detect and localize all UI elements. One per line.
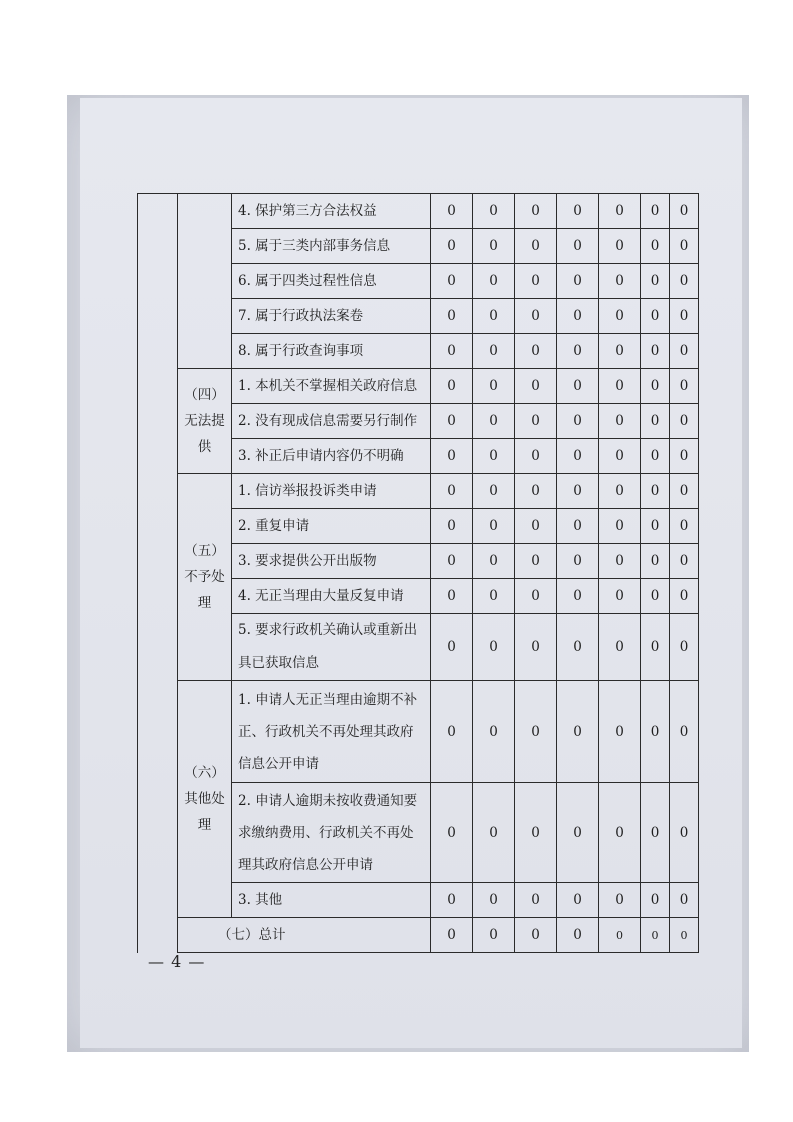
value-cell: 0 [515,474,557,509]
row-label: 1. 信访举报投诉类申请 [232,474,431,509]
total-label: （七）总计 [178,918,431,953]
value-cell: 0 [670,544,699,579]
group-title-line: （四） [184,387,225,403]
group-title-six [178,681,232,918]
value-cell: 0 [641,194,670,229]
value-cell: 0 [431,299,473,334]
value-cell: 0 [515,334,557,369]
value-cell: 0 [473,334,515,369]
value-cell: 0 [515,264,557,299]
value-cell: 0 [515,194,557,229]
row-label: 1. 本机关不掌握相关政府信息 [232,369,431,404]
row-label-multiline [232,681,431,783]
page-number: — 4 — [148,952,206,971]
value-cell: 0 [670,614,699,681]
value-cell: 0 [641,369,670,404]
value-cell: 0 [473,544,515,579]
value-cell: 0 [641,783,670,883]
value-cell: 0 [515,783,557,883]
value-cell: 0 [641,334,670,369]
value-cell: 0 [473,783,515,883]
value-cell: 0 [473,474,515,509]
value-cell: 0 [431,614,473,681]
value-cell: 0 [473,194,515,229]
table-row [138,681,699,783]
row-label-line: 2. 申请人逾期未按收费通知要 [238,792,418,809]
value-cell: 0 [431,439,473,474]
row-label-line: 具已获取信息 [238,655,319,671]
row-label: 8. 属于行政查询事项 [232,334,431,369]
value-cell: 0 [515,579,557,614]
value-cell: 0 [670,509,699,544]
value-cell: 0 [431,918,473,953]
group-title-line: （五） [184,543,225,559]
value-cell: 0 [599,229,641,264]
value-cell: 0 [515,614,557,681]
table-row-total [138,918,699,953]
value-cell: 0 [641,681,670,783]
value-cell: 0 [670,783,699,883]
value-cell: 0 [473,883,515,918]
value-cell: 0 [599,509,641,544]
value-cell: 0 [431,474,473,509]
value-cell: 0 [473,369,515,404]
value-cell: 0 [557,579,599,614]
value-cell: 0 [641,579,670,614]
value-cell: 0 [670,439,699,474]
value-cell: 0 [599,883,641,918]
value-cell: 0 [431,264,473,299]
row-label-line: 信息公开申请 [238,755,319,772]
value-cell: 0 [431,369,473,404]
value-cell: 0 [670,264,699,299]
outer-category-cell [138,194,178,953]
value-cell: 0 [557,918,599,953]
value-cell: 0 [641,544,670,579]
value-cell: 0 [670,299,699,334]
value-cell: 0 [599,614,641,681]
value-cell: 0 [599,439,641,474]
value-cell: 0 [473,681,515,783]
row-label: 2. 没有现成信息需要另行制作 [232,404,431,439]
value-cell: 0 [473,299,515,334]
value-cell: 0 [557,369,599,404]
group-title-five [178,474,232,681]
value-cell: 0 [473,614,515,681]
row-label-line: 理其政府信息公开申请 [238,856,373,873]
row-label: 6. 属于四类过程性信息 [232,264,431,299]
value-cell: 0 [670,474,699,509]
value-cell: 0 [599,579,641,614]
row-label-line: 1. 申请人无正当理由逾期不补 [238,691,418,708]
group-title-four [178,369,232,474]
value-cell: 0 [641,439,670,474]
row-label: 5. 属于三类内部事务信息 [232,229,431,264]
value-cell: 0 [431,194,473,229]
value-cell: 0 [599,194,641,229]
group-title-line: 供 [197,439,212,455]
value-cell: 0 [515,299,557,334]
value-cell: 0 [599,918,641,953]
value-cell: 0 [515,883,557,918]
value-cell: 0 [473,509,515,544]
value-cell: 0 [431,509,473,544]
group-title-line: 不予处 [184,569,225,585]
group-title-line: 其他处 [184,791,225,807]
group-title-line: 理 [197,817,212,833]
value-cell: 0 [473,439,515,474]
row-label-line: 求缴纳费用、行政机关不再处 [238,824,414,841]
value-cell: 0 [473,579,515,614]
value-cell: 0 [515,404,557,439]
value-cell: 0 [431,404,473,439]
value-cell: 0 [473,918,515,953]
value-cell: 0 [670,918,699,953]
value-cell: 0 [641,474,670,509]
row-label-multiline [232,783,431,883]
value-cell: 0 [557,883,599,918]
table-row [138,474,699,509]
value-cell: 0 [515,509,557,544]
value-cell: 0 [473,229,515,264]
row-label: 3. 补正后申请内容仍不明确 [232,439,431,474]
value-cell: 0 [670,883,699,918]
value-cell: 0 [641,264,670,299]
value-cell: 0 [599,404,641,439]
group-title-line: 无法提 [184,413,225,429]
group-cell-blank [178,194,232,369]
value-cell: 0 [431,783,473,883]
value-cell: 0 [557,229,599,264]
value-cell: 0 [670,194,699,229]
value-cell: 0 [557,334,599,369]
value-cell: 0 [515,918,557,953]
value-cell: 0 [557,681,599,783]
group-title-line: （六） [184,765,225,781]
value-cell: 0 [557,299,599,334]
value-cell: 0 [670,229,699,264]
value-cell: 0 [515,369,557,404]
value-cell: 0 [515,229,557,264]
value-cell: 0 [641,509,670,544]
value-cell: 0 [557,783,599,883]
value-cell: 0 [670,334,699,369]
value-cell: 0 [431,681,473,783]
row-label: 4. 无正当理由大量反复申请 [232,579,431,614]
value-cell: 0 [557,404,599,439]
value-cell: 0 [557,264,599,299]
value-cell: 0 [557,509,599,544]
value-cell: 0 [431,544,473,579]
value-cell: 0 [670,681,699,783]
group-title-line: 理 [197,595,212,611]
row-label: 2. 重复申请 [232,509,431,544]
value-cell: 0 [431,883,473,918]
row-label: 7. 属于行政执法案卷 [232,299,431,334]
value-cell: 0 [599,474,641,509]
value-cell: 0 [641,883,670,918]
row-label: 4. 保护第三方合法权益 [232,194,431,229]
value-cell: 0 [431,229,473,264]
value-cell: 0 [557,614,599,681]
value-cell: 0 [641,299,670,334]
table-row [138,369,699,404]
value-cell: 0 [473,404,515,439]
row-label-line: 正、行政机关不再处理其政府 [238,723,414,740]
value-cell: 0 [515,544,557,579]
value-cell: 0 [599,544,641,579]
value-cell: 0 [641,918,670,953]
value-cell: 0 [557,544,599,579]
value-cell: 0 [599,369,641,404]
row-label-line: 5. 要求行政机关确认或重新出 [238,622,418,638]
value-cell: 0 [670,579,699,614]
value-cell: 0 [473,264,515,299]
value-cell: 0 [557,474,599,509]
value-cell: 0 [599,264,641,299]
value-cell: 0 [599,783,641,883]
value-cell: 0 [599,681,641,783]
value-cell: 0 [515,439,557,474]
value-cell: 0 [557,194,599,229]
table-row [138,194,699,229]
value-cell: 0 [670,369,699,404]
row-label: 3. 其他 [232,883,431,918]
row-label: 3. 要求提供公开出版物 [232,544,431,579]
value-cell: 0 [641,229,670,264]
value-cell: 0 [599,334,641,369]
value-cell: 0 [431,334,473,369]
value-cell: 0 [641,614,670,681]
value-cell: 0 [641,404,670,439]
statistics-table [137,193,699,953]
value-cell: 0 [670,404,699,439]
value-cell: 0 [431,579,473,614]
row-label-multiline [232,614,431,681]
value-cell: 0 [557,439,599,474]
value-cell: 0 [599,299,641,334]
value-cell: 0 [515,681,557,783]
